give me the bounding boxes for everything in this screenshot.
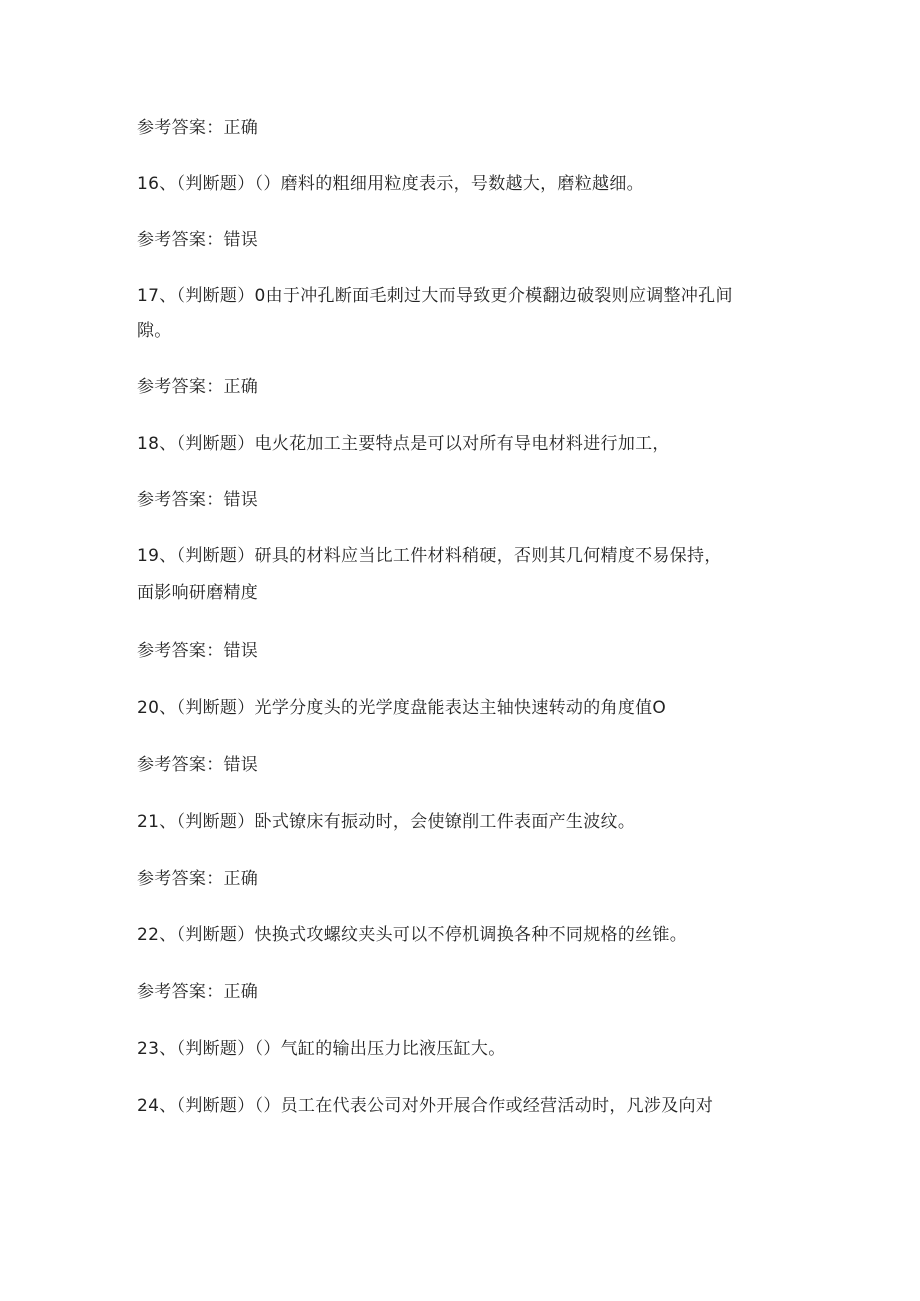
question-line: 17、（判断题）0由于冲孔断面毛刺过大而导致更介模翻边破裂则应调整冲孔间 — [137, 286, 733, 306]
answer-line: 参考答案：错误 — [137, 641, 259, 661]
question-line: 21、（判断题）卧式镣床有振动时，会使镣削工件表面产生波纹。 — [137, 812, 636, 832]
question-line: 23、（判断题）（）气缸的输出压力比液压缸大。 — [137, 1039, 506, 1059]
question-line: 22、（判断题）快换式攻螺纹夹头可以不停机调换各种不同规格的丝锥。 — [137, 925, 688, 945]
answer-line: 参考答案：正确 — [137, 377, 259, 397]
question-line: 24、（判断题）（）员工在代表公司对外开展合作或经营活动时，凡涉及向对 — [137, 1096, 714, 1116]
answer-line: 参考答案：错误 — [137, 230, 259, 250]
question-line: 19、（判断题）研具的材料应当比工件材料稍硬，否则其几何精度不易保持， — [137, 546, 722, 566]
answer-line: 参考答案：正确 — [137, 869, 259, 889]
question-line-continued: 面影响研磨精度 — [137, 583, 259, 603]
question-line: 20、（判断题）光学分度头的光学度盘能表达主轴快速转动的角度值O — [137, 698, 667, 718]
question-line-continued: 隙。 — [137, 321, 172, 341]
answer-line: 参考答案：正确 — [137, 118, 259, 138]
question-line: 16、（判断题）（）磨料的粗细用粒度表示，号数越大，磨粒越细。 — [137, 174, 644, 194]
answer-line: 参考答案：正确 — [137, 982, 259, 1002]
answer-line: 参考答案：错误 — [137, 490, 259, 510]
answer-line: 参考答案：错误 — [137, 755, 259, 775]
question-line: 18、（判断题）电火花加工主要特点是可以对所有导电材料进行加工， — [137, 434, 670, 454]
